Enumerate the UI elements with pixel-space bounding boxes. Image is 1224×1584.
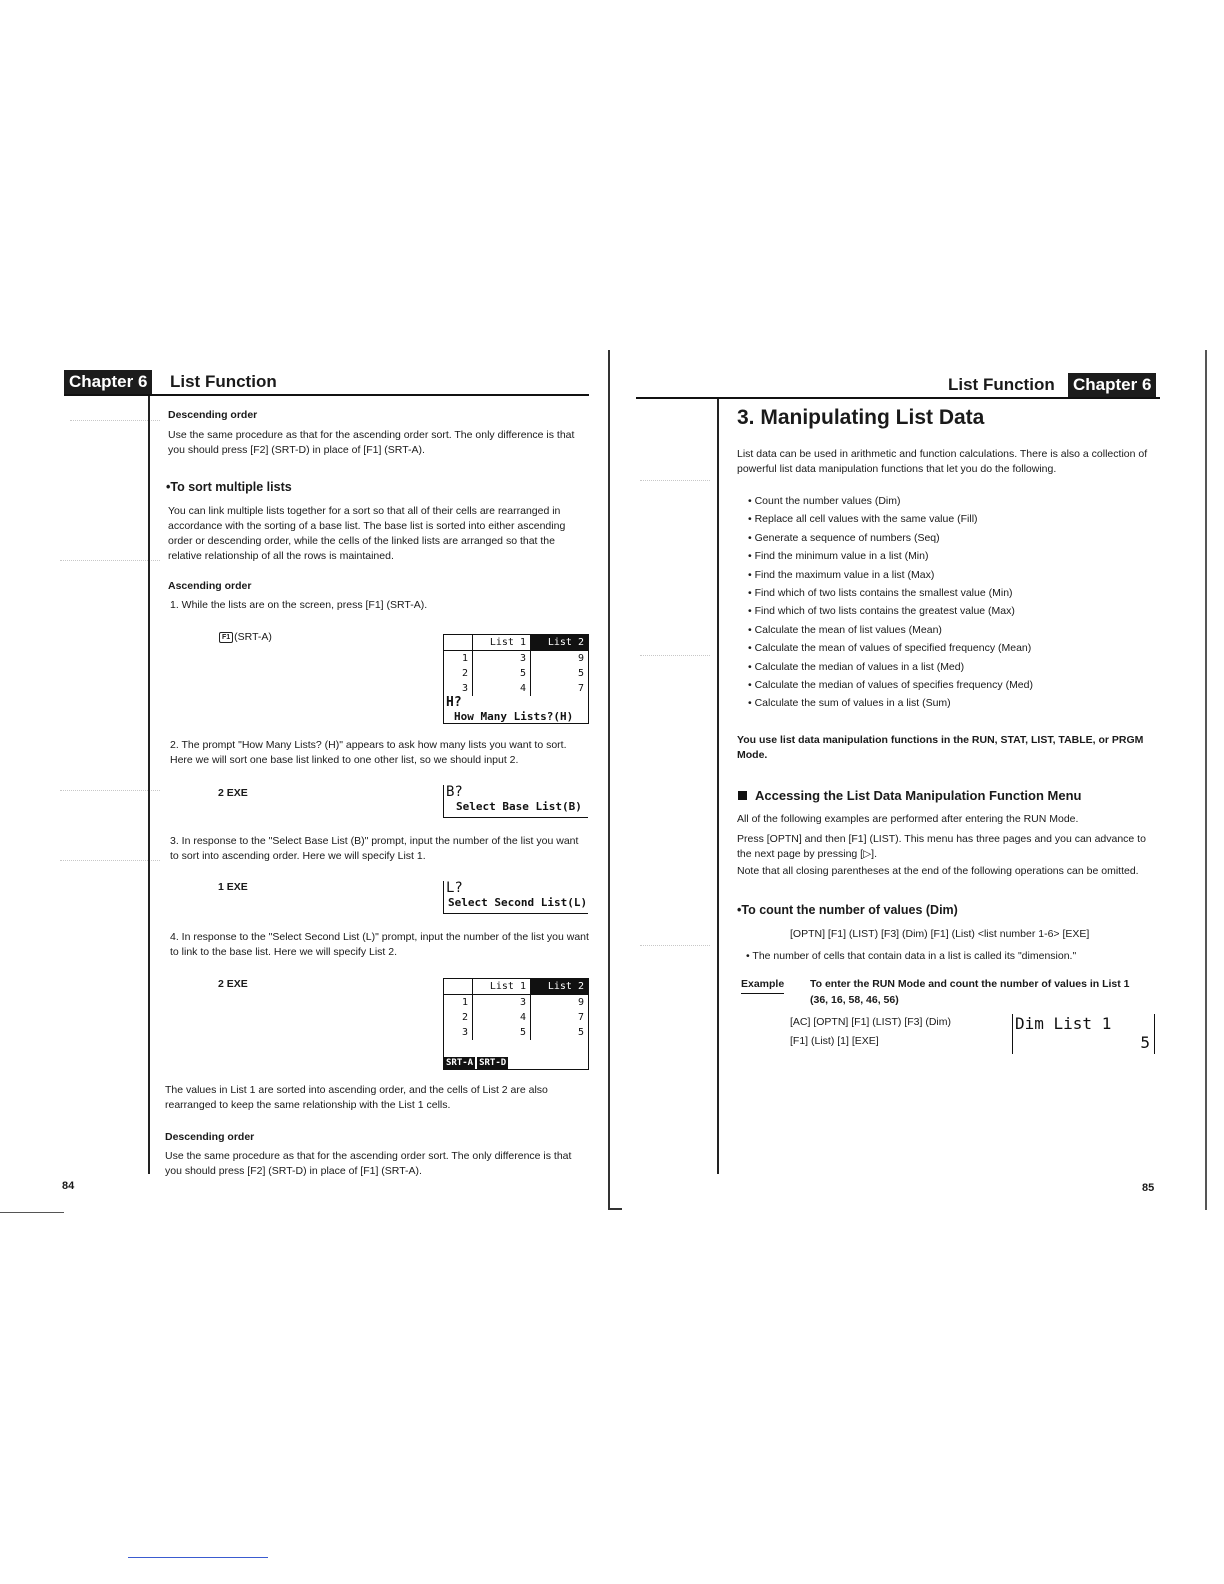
chapter-label: Chapter 6: [1068, 373, 1156, 397]
cell: 5: [472, 1025, 531, 1040]
example-keys-1: [AC] [OPTN] [F1] (LIST) [F3] (Dim): [790, 1016, 952, 1028]
screen-message: Select Base List(B): [456, 800, 582, 813]
list-2-header: List 2: [531, 635, 588, 650]
example-text: To enter the RUN Mode and count the number of values in List 1: [810, 978, 1130, 990]
access-text-3: Note that all closing parentheses at the end of the following operations can be omitted.: [737, 865, 1139, 877]
list-item: • Find the maximum value in a list (Max): [748, 568, 935, 581]
keys-label: (SRT-A): [234, 631, 272, 643]
list-item: • Calculate the mean of values of specified frequency (Mean): [748, 642, 1032, 655]
count-heading: •To count the number of values (Dim): [737, 903, 958, 917]
result-text: The values in List 1 are sorted into ascending order, and the cells of List 2 are also rearranged to keep the same relationship with the List 1 cells.: [165, 1084, 548, 1111]
cell: 7: [577, 1012, 584, 1023]
screen-result: 5: [1140, 1033, 1150, 1052]
table-row: [444, 1025, 588, 1040]
cell: 3: [472, 651, 531, 666]
example-keys-2: [F1] (List) [1] [EXE]: [790, 1035, 879, 1047]
row-index: 2: [461, 1012, 468, 1023]
table-row: [444, 681, 588, 696]
bleed-through-line: [60, 860, 160, 862]
bottom-link-line: [128, 1557, 268, 1558]
step-2: 2. The prompt "How Many Lists? (H)" appears to ask how many lists you want to sort. Here we will sort one base list linked to one other list, so we should input 2.: [170, 739, 567, 766]
page-edge-right: [1205, 350, 1207, 1210]
bleed-through-line: [640, 945, 710, 947]
ascending-heading: Ascending order: [168, 580, 252, 592]
list-item: • Generate a sequence of numbers (Seq): [748, 531, 940, 544]
access-heading-text: Accessing the List Data Manipulation Function Menu: [755, 788, 1082, 803]
step-4: 4. In response to the "Select Second List (L)" prompt, input the number of the list you want to link to the base list. Here we will specify List 2.: [170, 931, 589, 958]
section-title: 3. Manipulating List Data: [737, 406, 985, 429]
header-rule: [64, 394, 589, 396]
descending-text: Use the same procedure as that for the ascending order sort. The only difference is that you should press [F2] (SRT-D) in place of [F1] (SRT-A).: [168, 429, 575, 456]
row-index: 1: [461, 997, 468, 1008]
screen-prompt: L?: [446, 880, 463, 896]
count-keys: [OPTN] [F1] (LIST) [F3] (Dim) [F1] (List) <list number 1-6> [EXE]: [790, 928, 1090, 940]
access-heading: [738, 788, 1081, 803]
page-number-right: 85: [1142, 1182, 1155, 1194]
keys-step-4: 2 EXE: [218, 978, 248, 990]
page-header-title: List Function: [948, 375, 1055, 394]
sort-multiple-heading: •To sort multiple lists: [166, 480, 292, 494]
function-list: [740, 492, 1160, 713]
calculator-screen-4: [443, 978, 589, 1070]
cell: 4: [472, 681, 531, 696]
square-bullet-icon: [738, 791, 747, 800]
header-rule: [636, 397, 1160, 399]
list-item: • Calculate the median of values of specifies frequency (Med): [748, 679, 1033, 692]
list-1-header: List 1: [472, 635, 531, 650]
list-item: • Find which of two lists contains the greatest value (Max): [748, 605, 1015, 618]
margin-rule: [717, 399, 719, 1174]
f1-key: F1: [219, 632, 233, 643]
calculator-screen-2: [443, 785, 588, 818]
list-header-row: [444, 635, 588, 651]
row-index: 1: [461, 653, 468, 664]
modes-text: You use list data manipulation functions in the RUN, STAT, LIST, TABLE, or PRGM Mode.: [737, 734, 1144, 761]
table-row: [444, 995, 588, 1010]
page-edge-left: [0, 1212, 64, 1213]
list-item: • Count the number values (Dim): [748, 495, 901, 507]
section-intro: List data can be used in arithmetic and function calculations. There is also a collection of powerful list data manipulation functions that let you do the following.: [737, 448, 1148, 475]
row-index: 3: [461, 683, 468, 694]
screen-message: How Many Lists?(H): [454, 710, 574, 723]
table-row: [444, 666, 588, 681]
row-index-header: [444, 979, 472, 994]
count-note: • The number of cells that contain data in a list is called its "dimension.": [746, 950, 1077, 962]
screen-message: Select Second List(L): [448, 896, 588, 909]
step-3: 3. In response to the "Select Base List (B)" prompt, input the number of the list you want to sort into ascending order. Here we will specify List 1.: [170, 835, 579, 862]
page-number-left: 84: [62, 1180, 75, 1192]
calculator-screen-1: [443, 634, 589, 724]
page-gutter: [608, 350, 610, 1210]
screen-prompt: H?: [446, 695, 462, 710]
srt-a-menu-item: SRT-A: [446, 1058, 474, 1068]
cell: 9: [577, 997, 584, 1008]
table-row: [444, 1010, 588, 1025]
keys-step-3: 1 EXE: [218, 881, 248, 893]
example-values: (36, 16, 58, 46, 56): [810, 994, 899, 1006]
cell: 5: [577, 668, 584, 679]
keys-step-1: [218, 630, 272, 645]
list-item: • Replace all cell values with the same value (Fill): [748, 513, 978, 526]
screen-line-1: Dim List 1: [1015, 1014, 1112, 1033]
margin-rule: [148, 396, 150, 1174]
bleed-through-line: [60, 560, 160, 562]
access-text-1: All of the following examples are performed after entering the RUN Mode.: [737, 813, 1079, 825]
cell: 9: [577, 653, 584, 664]
row-index: 3: [461, 1027, 468, 1038]
bleed-through-line: [60, 790, 160, 792]
row-index-header: [444, 635, 472, 650]
list-1-header: List 1: [472, 979, 531, 994]
cell: 4: [472, 1010, 531, 1025]
descending-heading: Descending order: [168, 409, 258, 421]
page-header-title: List Function: [170, 372, 277, 391]
srt-d-menu-item: SRT-D: [479, 1058, 507, 1068]
bleed-through-line: [70, 420, 160, 422]
list-header-row: [444, 979, 588, 995]
list-item: • Calculate the mean of list values (Mean): [748, 623, 942, 636]
list-item: • Find which of two lists contains the smallest value (Min): [748, 587, 1013, 600]
list-2-header: List 2: [531, 979, 588, 994]
example-label: Example: [741, 977, 784, 994]
list-item: • Calculate the sum of values in a list (Sum): [748, 697, 951, 710]
calculator-screen-dim: [1012, 1014, 1155, 1054]
cell: 5: [577, 1027, 584, 1038]
descending-text-2: Use the same procedure as that for the ascending order sort. The only difference is that you should press [F2] (SRT-D) in place of [F1] (SRT-A).: [165, 1150, 572, 1177]
access-text-2: Press [OPTN] and then [F1] (LIST). This menu has three pages and you can advance to the next page by pressing [▷].: [737, 833, 1146, 860]
step-1: 1. While the lists are on the screen, press [F1] (SRT-A).: [170, 599, 428, 611]
bleed-through-line: [640, 480, 710, 482]
sort-multiple-text: You can link multiple lists together for a sort so that all of their cells are rearranged in accordance with the sorting of a base list. The base list is sorted into either ascending order or descending order, while the cells of the linked lists are arranged so that the relative relationship of all the rows is maintained.: [168, 505, 566, 562]
descending-heading-2: Descending order: [165, 1131, 255, 1143]
cell: 7: [577, 683, 584, 694]
chapter-label: Chapter 6: [64, 370, 152, 394]
cell: 3: [472, 995, 531, 1010]
calculator-screen-3: [443, 881, 588, 914]
table-row: [444, 651, 588, 666]
page-gutter-foot: [608, 1208, 622, 1210]
keys-step-2: 2 EXE: [218, 787, 248, 799]
function-menu-bar: [444, 1057, 508, 1069]
list-item: • Calculate the median of values in a list (Med): [748, 660, 965, 673]
bleed-through-line: [640, 655, 710, 657]
list-item: • Find the minimum value in a list (Min): [748, 550, 929, 563]
row-index: 2: [461, 668, 468, 679]
cell: 5: [472, 666, 531, 681]
screen-prompt: B?: [446, 784, 463, 800]
